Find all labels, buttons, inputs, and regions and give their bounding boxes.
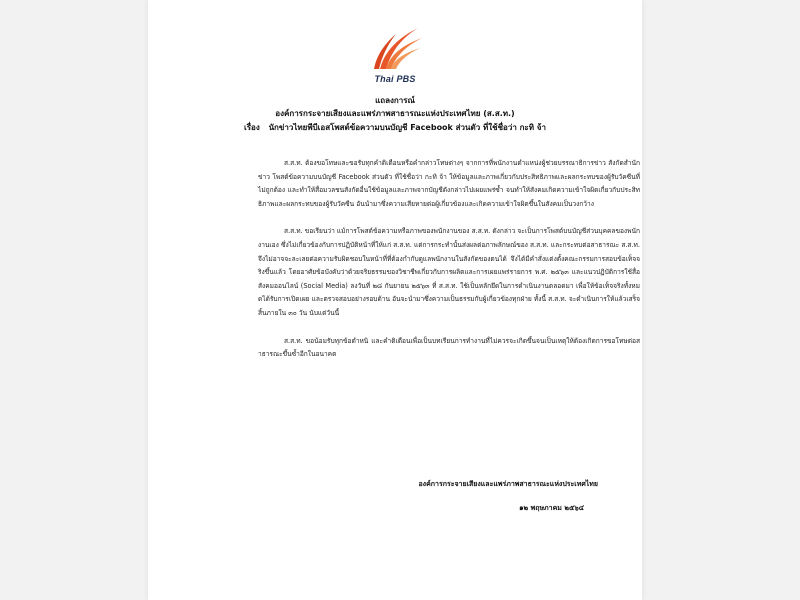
logo: [148, 24, 642, 88]
subject-text: นักข่าวไทยพีบีเอสโพสต์ข้อความบนบัญชี Facebook ส่วนตัว ที่ใช้ชื่อว่า กะทิ จ้า: [268, 123, 546, 132]
paragraph-1: ส.ส.ท. ต้องขอโทษและขอรับทุกคำติเตือนหรือคำกล่าวโทษต่างๆ จากการที่พนักงานตำแหน่งผู้ช่วยบรรณาธิการข่าว สังกัดสำนักข่าว โพสต์ข้อความบนบัญชี Facebook ส่วนตัว ที่ใช้ชื่อว่า กะทิ จ้า ให้ข้อมูลและภาพเกี่ยวกับประสิทธิภาพและผลกระทบของผู้รับวัคซีนที่ไม่ถูกต้อง และทำให้สื่อมวลชนสังกัดอื่นใช้ข้อมูลและภาพจากบัญชีดังกล่าวไปเผยแพร่ซ้ำ จนทำให้สังคมเกิดความเข้าใจผิดเกี่ยวกับประสิทธิภาพและผลกระทบของผู้รับวัคซีน อันนำมาซึ่งความเสียหายต่อผู้เกี่ยวข้องและเกิดความเข้าใจผิดขึ้นในสังคมเป็นวงกว้าง: [258, 159, 640, 208]
organization-title: องค์การกระจายเสียงและแพร่ภาพสาธารณะแห่งประเทศไทย (ส.ส.ท.): [275, 109, 515, 118]
title-block: [148, 95, 642, 135]
subject-line: [148, 121, 642, 135]
paragraph-3: ส.ส.ท. ขอน้อมรับทุกข้อตำหนิ และคำติเตือนเพื่อเป็นบทเรียนการทำงานที่ไม่ควรจะเกิดขึ้นจนเป็นเหตุให้ต้องเกิดการขอโทษต่อสาธารณะขึ้นซ้ำอีกในอนาคต: [258, 336, 640, 359]
subject-label: เรื่อง: [244, 123, 260, 132]
logo-text: Thai PBS: [374, 74, 416, 84]
paragraph-2: ส.ส.ท. ขอเรียนว่า แม้การโพสต์ข้อความหรือภาพของพนักงานของ ส.ส.ท. ดังกล่าว จะเป็นการโพสต์บนบัญชีส่วนบุคคลของพนักงานเอง ซึ่งไม่เกี่ยวข้องกับการปฏิบัติหน้าที่ให้แก่ ส.ส.ท. แต่การกระทำนั้นส่งผลต่อภาพลักษณ์ของ ส.ส.ท. และกระทบต่อสาธารณะ ส.ส.ท. จึงไม่อาจจะละเลยต่อความรับผิดชอบในหน้าที่ที่ต้องกำกับดูแลพนักงานในสังกัดของตนได้ จึงได้มีคำสั่งแต่งตั้งคณะกรรมการสอบข้อเท็จจริงขึ้นแล้ว โดยอาศัยข้อบังคับว่าด้วยจริยธรรมของวิชาชีพเกี่ยวกับการผลิตและการเผยแพร่รายการ พ.ศ. ๒๕๖๓ และแนวปฏิบัติการใช้สื่อสังคมออนไลน์ (Social Media) ลงวันที่ ๒๘ กันยายน ๒๕๖๓ ที่ ส.ส.ท. ใช้เป็นหลักยึดในการดำเนินงานตลอดมา เพื่อให้ข้อเท็จจริงทั้งหมดได้รับการเปิดเผย และตรวจสอบอย่างรอบด้าน อันจะนำมาซึ่งความเป็นธรรมกับผู้เกี่ยวข้องทุกฝ่าย ทั้งนี้ ส.ส.ท. จะดำเนินการให้แล้วเสร็จสิ้นภายใน ๓๐ วัน นับแต่วันนี้: [258, 227, 640, 317]
statement-page: [148, 0, 642, 600]
signature-organization: องค์การกระจายเสียงและแพร่ภาพสาธารณะแห่งประเทศไทย: [418, 480, 598, 488]
statement-body: [258, 157, 640, 376]
signature-block: [148, 478, 642, 514]
signature-date: ๑๒ พฤษภาคม ๒๕๖๔: [519, 504, 584, 512]
thai-pbs-bird-icon: [366, 24, 424, 72]
document-type: แถลงการณ์: [375, 96, 415, 105]
